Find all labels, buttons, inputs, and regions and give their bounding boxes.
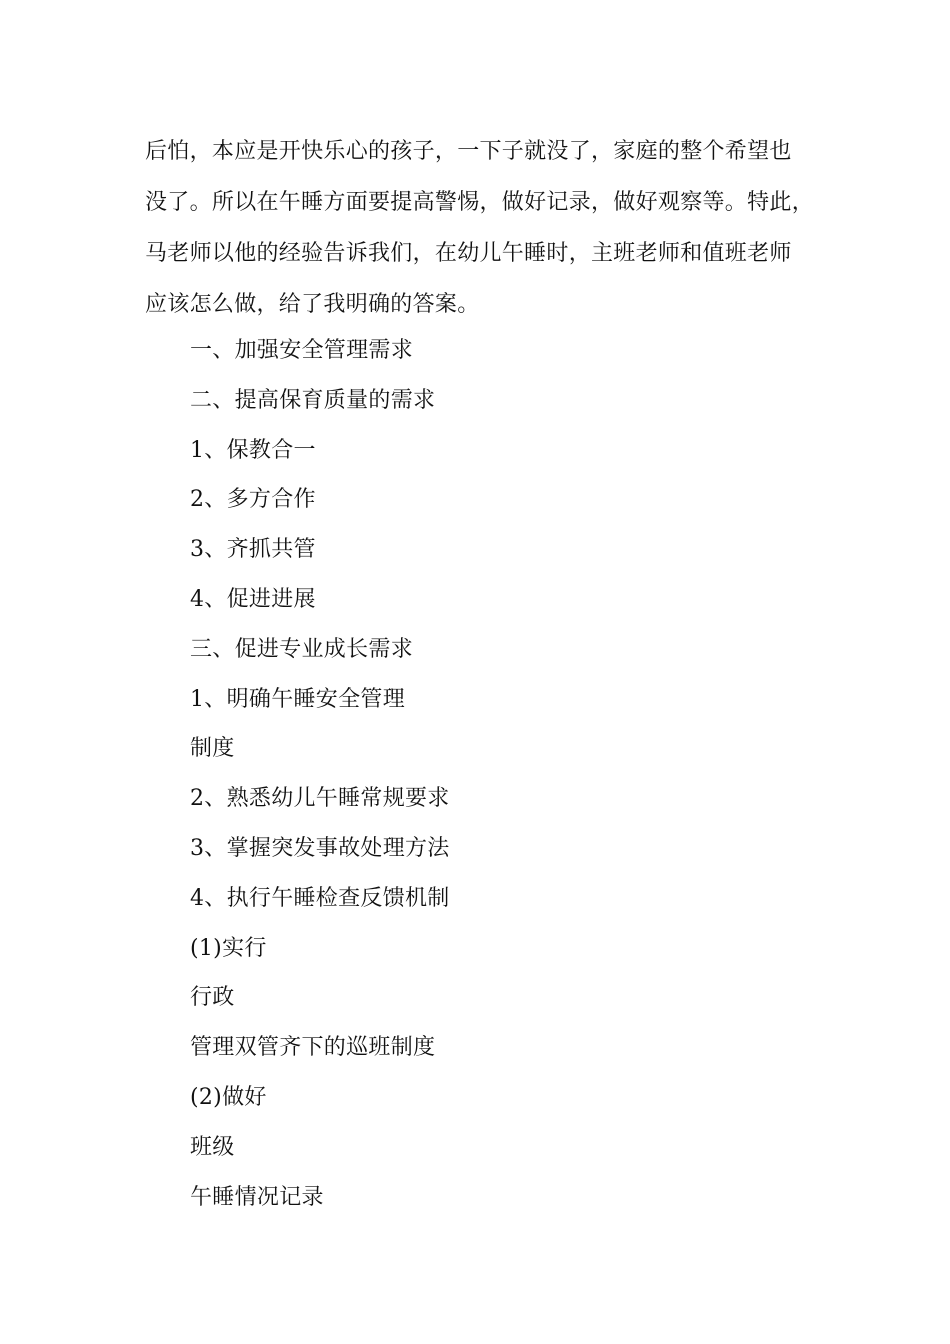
paragraph-line: 应该怎么做，给了我明确的答案。 (145, 292, 480, 317)
paragraph-line: 没了。所以在午睡方面要提高警惕，做好记录，做好观察等。特此， (145, 190, 815, 215)
list-item: (2)做好 (190, 1084, 267, 1110)
list-item: 1、明确午睡安全管理 (190, 686, 405, 712)
list-item: 3、掌握突发事故处理方法 (190, 835, 450, 861)
list-item: 2、熟悉幼儿午睡常规要求 (190, 786, 450, 812)
list-item: 4、促进进展 (190, 586, 316, 612)
heading-professional-growth: 三、促进专业成长需求 (190, 636, 414, 662)
heading-strengthen-safety: 一、加强安全管理需求 (190, 338, 414, 363)
list-item: 3、齐抓共管 (190, 537, 316, 563)
paragraph-line: 后怕，本应是开快乐心的孩子，一下子就没了，家庭的整个希望也 (145, 139, 792, 164)
outline-list (190, 331, 830, 1227)
list-item: 1、保教合一 (190, 437, 316, 463)
list-item: (1)实行 (190, 935, 267, 961)
list-item: 管理双管齐下的巡班制度 (190, 1035, 436, 1061)
body-paragraph (145, 132, 835, 336)
list-item: 2、多方合作 (190, 487, 316, 513)
list-item: 4、执行午睡检查反馈机制 (190, 885, 450, 911)
list-item: 班级 (190, 1134, 235, 1160)
list-item: 制度 (190, 736, 235, 762)
paragraph-line: 马老师以他的经验告诉我们，在幼儿午睡时，主班老师和值班老师 (145, 241, 792, 266)
list-item: 行政 (190, 985, 235, 1011)
list-item: 午睡情况记录 (190, 1184, 324, 1210)
heading-improve-care-quality: 二、提高保育质量的需求 (190, 387, 436, 413)
